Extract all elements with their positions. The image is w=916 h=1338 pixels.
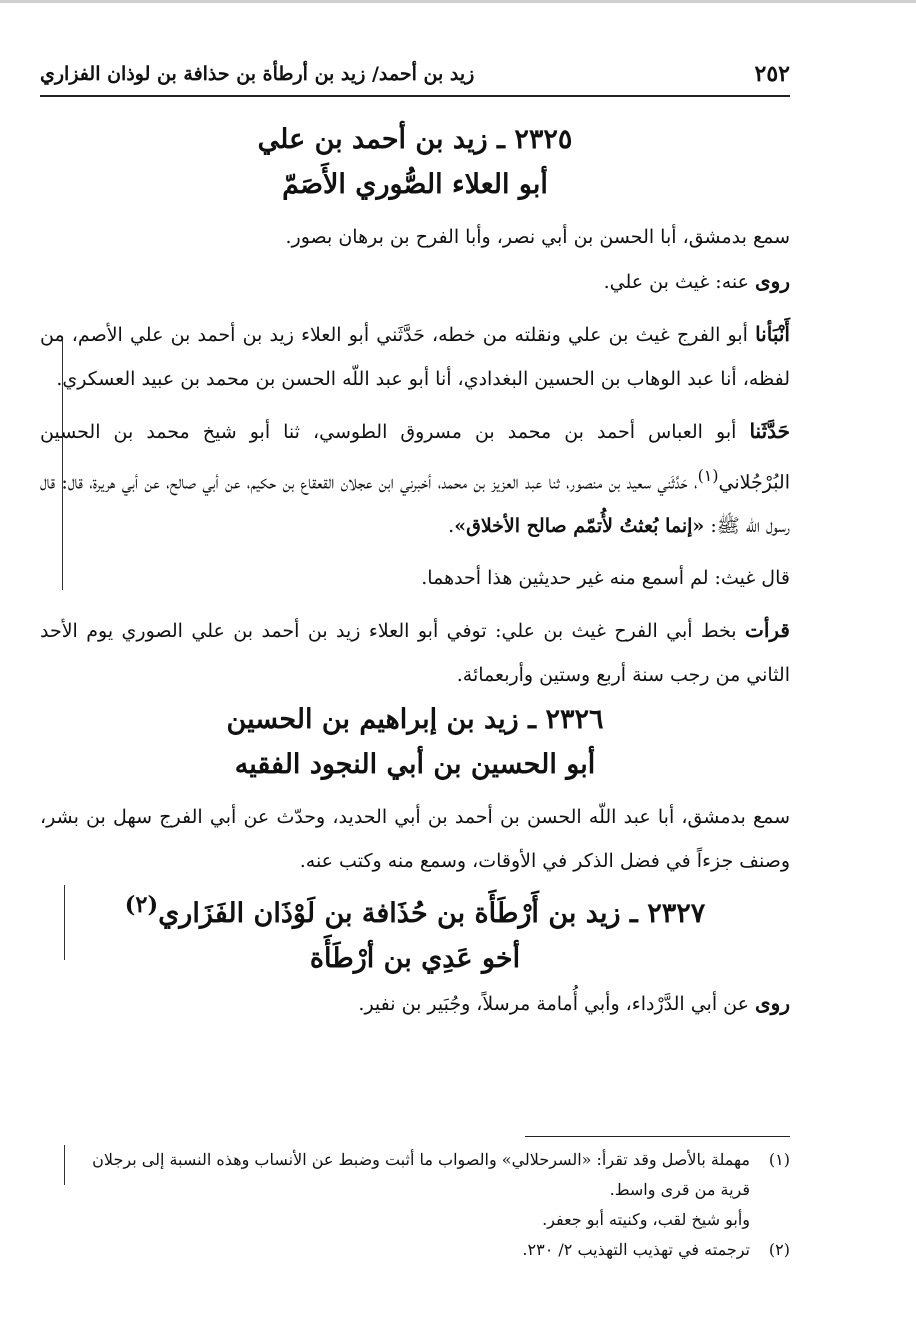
binding-shadow-line [62, 340, 63, 590]
footnote-ref-2[interactable]: (٢) [124, 892, 159, 919]
footnote-rule [525, 1136, 790, 1137]
entry-subtitle-2326: أبو الحسين بن أبي النجود الفقيه [234, 749, 596, 781]
footnote-number: (٢) [768, 1240, 790, 1259]
paragraph-text: سمع بدمشق، أبا عبد اللّه الحسن بن أحمد بن أبي الحديد، وحدّث عن أبي الفرج سهل بن بشر، وصنف جزءاً في فضل الذكر في الأوقات، وسمع منه وكتب عنه. [40, 806, 790, 873]
binding-shadow-line [64, 885, 65, 960]
entry-title-2327 [40, 883, 790, 936]
footnote-1 [40, 1145, 790, 1235]
entry-subtitle-2325: أبو العلاء الصُّوري الأَصَمّ [282, 169, 548, 200]
footnotes-section [40, 1136, 790, 1265]
entry-title-text: ٢٣٢٧ ـ زيد بن أَرْطَأَة بن حُذَافة بن لَوْذَان الفَزَاري [158, 898, 706, 930]
footnote-line: مهملة بالأصل وقد تقرأ: «السرحلالي» والصواب ما أثبت وضبط عن الأنساب وهذه النسبة إلى برجلان [92, 1150, 750, 1169]
keyword-qaratu: قرأت [745, 618, 790, 643]
paragraph-text: أبو العباس أحمد بن محمد بن مسروق الطوسي، ثنا أبو شيخ محمد بن الحسين البُرْجُلاني [40, 421, 790, 494]
footnote-line: قرية من قرى واسط. [609, 1180, 750, 1199]
footnote-number: (١) [768, 1150, 790, 1169]
paragraph-text: أبو الفرج غيث بن علي ونقلته من خطه، حَدَّثَني أبو العلاء زيد بن أحمد بن علي الأصم، من لفظه، أنا عبد الوهاب بن الحسين البغدادي، أنا أبو عبد اللّه الحسن بن محمد بن عبيد العسكري. [40, 324, 790, 390]
entry-title-2326: ٢٣٢٦ ـ زيد بن إبراهيم بن الحسين [226, 704, 604, 736]
book-page [40, 55, 790, 1026]
entry-subtitle-2327: أخو عَدِي بن أرْطَأَة [309, 943, 521, 975]
hadith-quote: «إنما بُعثتُ لأُتمّم صالح الأخلاق» [454, 515, 705, 538]
paragraph-ghayth-said [40, 556, 790, 600]
binding-shadow-line [64, 1145, 65, 1185]
keyword-haddathana: حَدَّثَنا [749, 419, 790, 443]
keyword-rawa: روى [755, 991, 790, 1016]
running-header [40, 55, 790, 97]
scan-edge [0, 0, 916, 3]
paragraph-text: عنه: غيث بن علي. [603, 271, 756, 293]
paragraph-text: بخط أبي الفرح غيث بن علي: توفي أبو العلاء زيد بن أحمد بن علي الصوري يوم الأحد الثاني من رجب سنة أربع وستين وأربعمائة. [40, 620, 790, 687]
paragraph-text: عن أبي الدَّرْداء، وأبي أُمامة مرسلاً، وجُبَير بن نفير. [358, 993, 756, 1016]
paragraph-narrated-2327 [40, 981, 790, 1026]
paragraph-isnad-2 [40, 409, 790, 548]
entry-title-2325: ٢٣٢٥ ـ زيد بن أحمد بن علي [257, 124, 573, 155]
paragraph-text: سمع بدمشق، أبا الحسن بن أبي نصر، وأبا الفرح بن برهان بصور. [285, 226, 790, 248]
paragraph-death-note [40, 608, 790, 697]
footnote-ref-1[interactable]: (١) [697, 466, 719, 485]
footnote-line: وأبو شيخ لقب، وكنيته أبو جعفر. [542, 1210, 750, 1229]
paragraph-heard-from [40, 215, 790, 259]
paragraph-isnad-1 [40, 312, 790, 401]
keyword-anbaana: أَنْبَأنا [755, 322, 790, 346]
running-header-title: زيد بن أحمد/ زيد بن أرطأة بن حذافة بن لوذان الفزاري [40, 63, 475, 85]
paragraph-end: . [448, 515, 455, 538]
paragraph-text: ، حَدَّثَني سعيد بن منصور، ثنا عبد العزيز بن محمد، أخبرني ابن عجلان القعقاع بن حكيم، عن أبي صالح، عن أبي هريرة، قال: قال رسول الله ﷺ: [40, 471, 790, 538]
page-number: ٢٥٢ [754, 61, 790, 87]
footnote-2 [40, 1235, 790, 1265]
paragraph-narrated [40, 259, 790, 304]
footnote-line: ترجمته في تهذيب التهذيب ٢/ ٢٣٠. [522, 1240, 750, 1259]
paragraph-heard-from-2326 [40, 795, 790, 883]
paragraph-text: قال غيث: لم أسمع منه غير حديثين هذا أحدهما. [421, 567, 790, 590]
keyword-rawa: روى [755, 269, 790, 293]
